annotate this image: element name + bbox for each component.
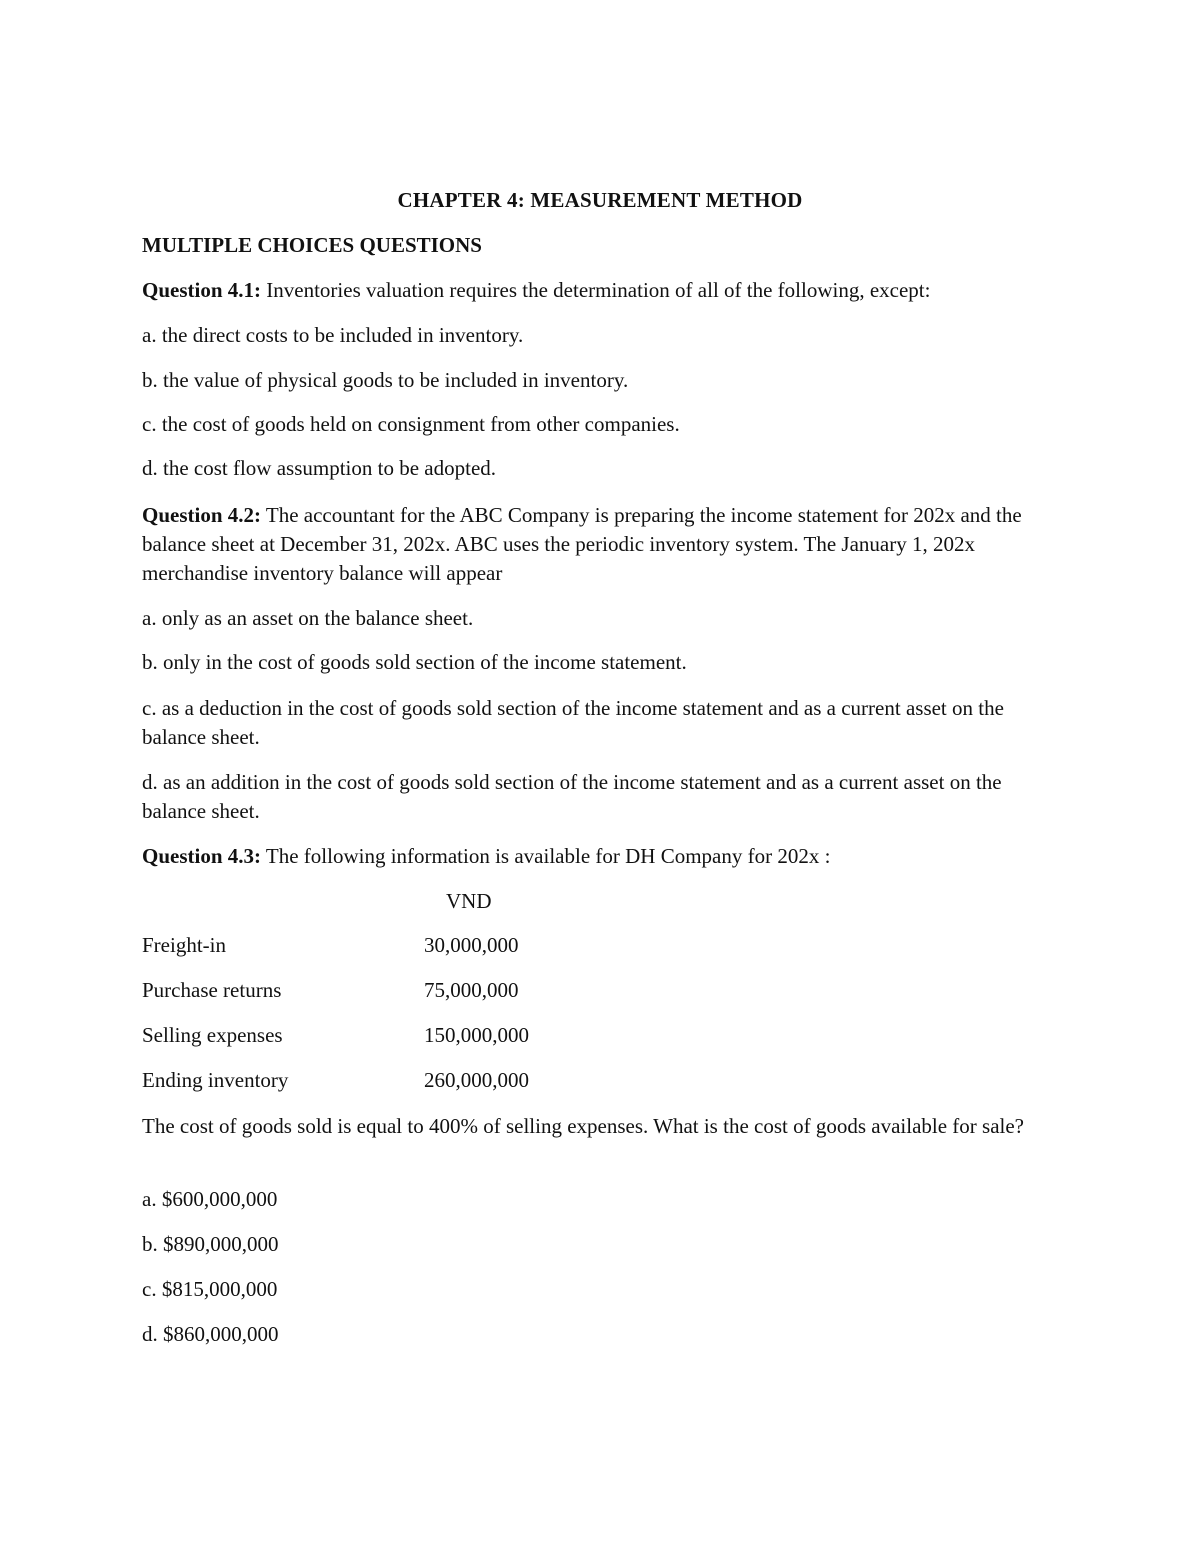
row-label: Freight-in	[142, 933, 226, 957]
question-label: Question 4.1:	[142, 278, 262, 302]
question-text: The following information is available for DH Company for 202x :	[261, 844, 831, 868]
table-row	[142, 1021, 742, 1050]
question-4-2	[142, 501, 1057, 588]
section-title: MULTIPLE CHOICES QUESTIONS	[142, 233, 482, 257]
row-label: Selling expenses	[142, 1023, 283, 1047]
option-item: b. $890,000,000	[142, 1232, 279, 1256]
table-row	[142, 931, 742, 960]
question-text: The accountant for the ABC Company is preparing the income statement for 202x and the balance sheet at December 31, 202x. ABC uses the periodic inventory system. The January 1, 202x merchandise inventory balance will appear	[142, 503, 1022, 585]
option-item: c. $815,000,000	[142, 1277, 278, 1301]
option-item: a. the direct costs to be included in inventory.	[142, 323, 524, 347]
table-row	[142, 1066, 742, 1095]
table-row	[142, 976, 742, 1005]
option-item: c. as a deduction in the cost of goods sold section of the income statement and as a current asset on the balance sheet.	[142, 696, 1004, 749]
option-item: a. only as an asset on the balance sheet.	[142, 606, 474, 630]
chapter-title: CHAPTER 4: MEASUREMENT METHOD	[397, 188, 803, 212]
row-value: 30,000,000	[424, 933, 519, 957]
question-4-3	[142, 842, 1057, 871]
question-label: Question 4.3:	[142, 844, 262, 868]
question-label: Question 4.2:	[142, 503, 262, 527]
row-label: Purchase returns	[142, 978, 282, 1002]
row-value: 75,000,000	[424, 978, 519, 1002]
question-text: Inventories valuation requires the determination of all of the following, except:	[261, 278, 931, 302]
row-label: Ending inventory	[142, 1068, 289, 1092]
option-item: d. the cost flow assumption to be adopted.	[142, 456, 497, 480]
option-item: d. $860,000,000	[142, 1322, 279, 1346]
question-4-1	[142, 276, 1057, 305]
option-item: d. as an addition in the cost of goods sold section of the income statement and as a current asset on the balance sheet.	[142, 770, 1002, 823]
row-value: 150,000,000	[424, 1023, 529, 1047]
option-item: b. only in the cost of goods sold section of the income statement.	[142, 650, 687, 674]
question-followup: The cost of goods sold is equal to 400% of selling expenses. What is the cost of goods available for sale?	[142, 1114, 1024, 1138]
option-item: c. the cost of goods held on consignment from other companies.	[142, 412, 680, 436]
currency-header: VND	[446, 889, 492, 913]
option-item: a. $600,000,000	[142, 1187, 278, 1211]
row-value: 260,000,000	[424, 1068, 529, 1092]
option-item: b. the value of physical goods to be included in inventory.	[142, 368, 629, 392]
